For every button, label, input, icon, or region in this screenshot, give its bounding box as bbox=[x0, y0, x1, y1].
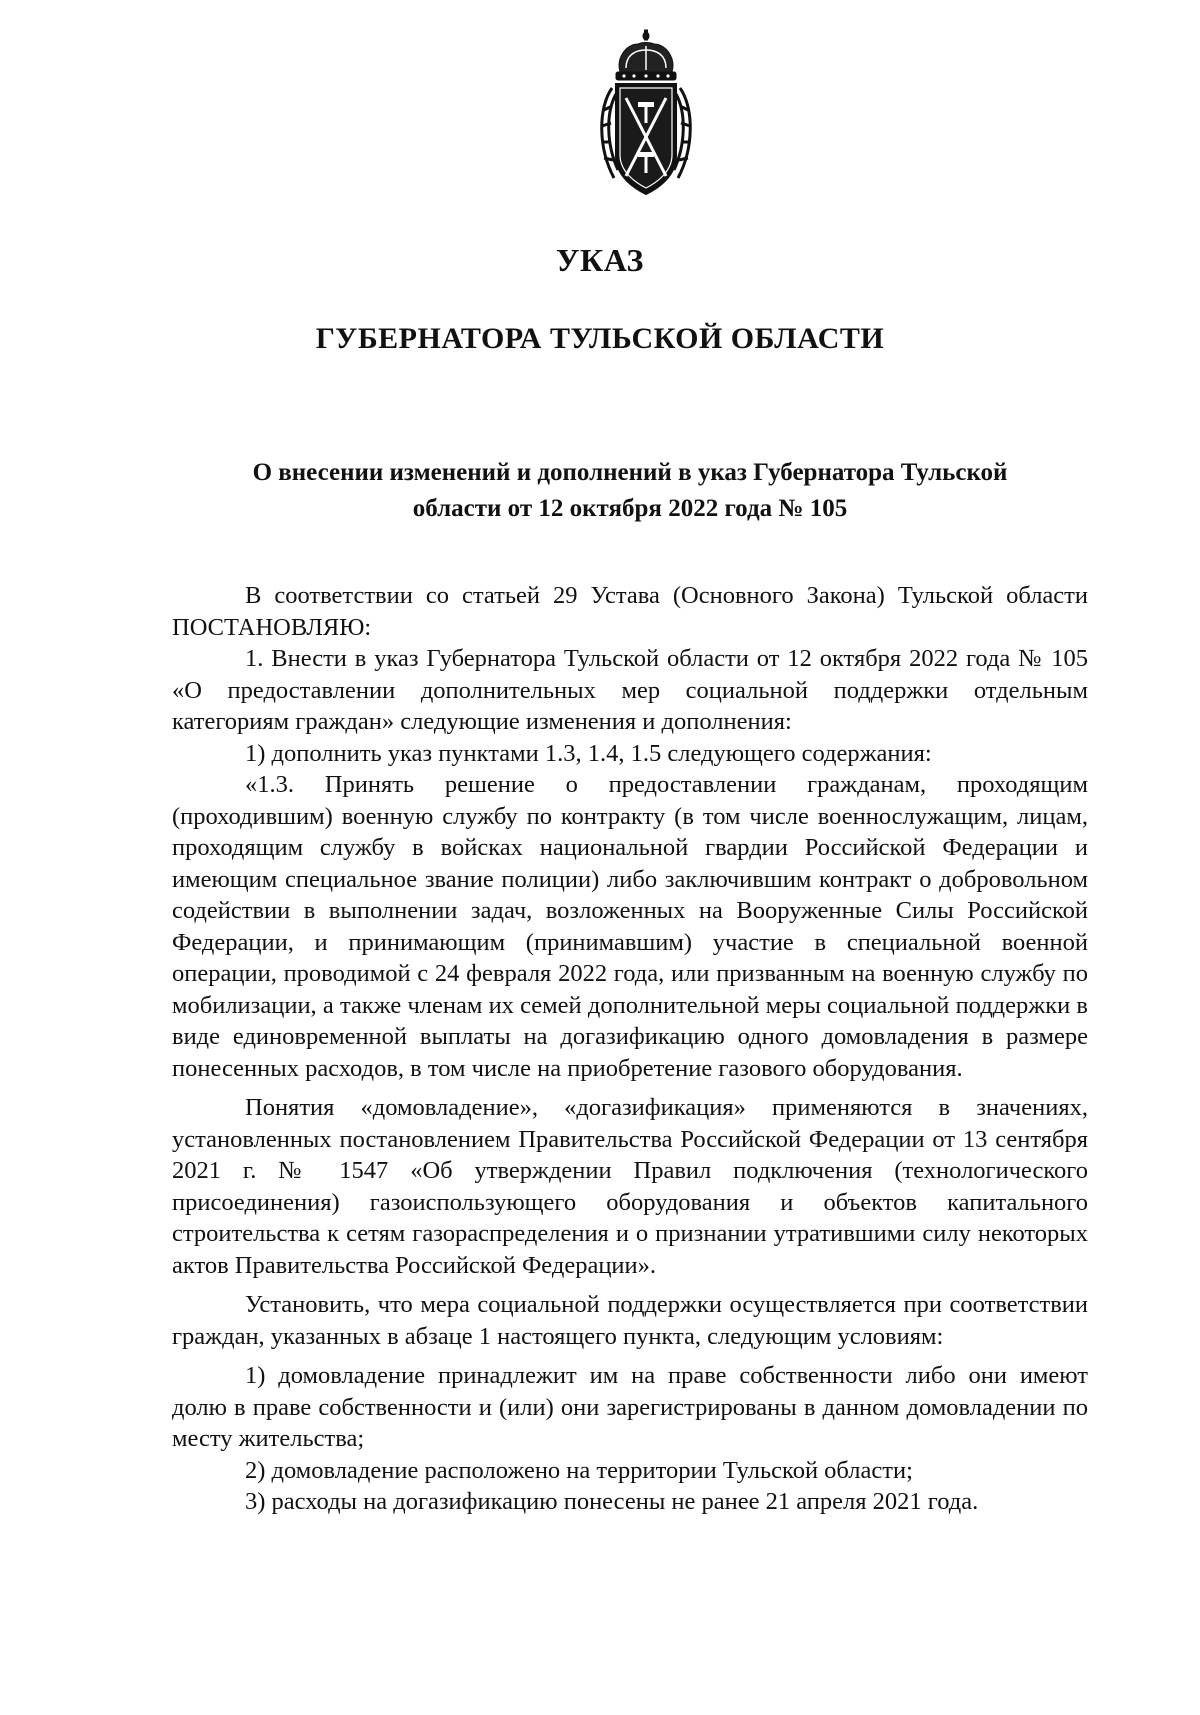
paragraph-subitem-1: 1) дополнить указ пунктами 1.3, 1.4, 1.5 следующего содержания: bbox=[245, 739, 932, 767]
subject-line-2: области от 12 октября 2022 года № 105 bbox=[412, 495, 848, 522]
paragraph-preamble: В соответствии со статьей 29 Устава (Основного Закона) Тульской области ПОСТАНОВЛЯЮ: bbox=[172, 582, 1088, 641]
document-body bbox=[172, 580, 1088, 1518]
document-subject bbox=[180, 455, 1080, 527]
paragraph-item-1: 1. Внести в указ Губернатора Тульской области от 12 октября 2022 года № 105 «О предоставлении дополнительных мер социальной поддержки отдельным категориям граждан» следующие изменения и дополнения: bbox=[172, 645, 1088, 735]
paragraph-1-3: «1.3. Принять решение о предоставлении гражданам, проходящим (проходившим) военную службу по контракту (в том числе военнослужащим, лицам, проходящим службу в войсках национальной гвардии Российской Федерации и имеющим специальное звание полиции) либо заключившим контракт о добровольном содействии в выполнении задач, возложенных на Вооруженные Силы Российской Федерации, и принимающим (принимавшим) участие в специальной военной операции, проводимой с 24 февраля 2022 года, или призванным на военную службу по мобилизации, а также членам их семей дополнительной меры социальной поддержки в виде единовременной выплаты на догазификацию одного домовладения в размере понесенных расходов, в том числе на приобретение газового оборудования. bbox=[172, 771, 1088, 1082]
paragraph-condition-1: 1) домовладение принадлежит им на праве собственности либо они имеют долю в праве собственности и (или) они зарегистрированы в данном домовладении по месту жительства; bbox=[172, 1362, 1088, 1452]
paragraph-definitions: Понятия «домовладение», «догазификация» применяются в значениях, установленных постановлением Правительства Российской Федерации от 13 сентября 2021 г. № 1547 «Об утверждении Правил подключения (технологического присоединения) газоиспользующего оборудования и объектов капитального строительства к сетям газораспределения и о признании утратившими силу некоторых актов Правительства Российской Федерации». bbox=[172, 1094, 1088, 1279]
subject-line-1: О внесении изменений и дополнений в указ Губернатора Тульской bbox=[252, 459, 1008, 486]
document-issuer: ГУБЕРНАТОРА ТУЛЬСКОЙ ОБЛАСТИ bbox=[315, 322, 885, 355]
paragraph-condition-3: 3) расходы на догазификацию понесены не ранее 21 апреля 2021 года. bbox=[245, 1488, 979, 1515]
paragraph-conditions: Установить, что мера социальной поддержки осуществляется при соответствии граждан, указанных в абзаце 1 настоящего пункта, следующим условиям: bbox=[172, 1291, 1088, 1350]
paragraph-condition-2: 2) домовладение расположено на территории Тульской области; bbox=[245, 1456, 913, 1484]
document-title: УКАЗ bbox=[556, 242, 644, 278]
coat-of-arms-icon bbox=[586, 28, 706, 198]
